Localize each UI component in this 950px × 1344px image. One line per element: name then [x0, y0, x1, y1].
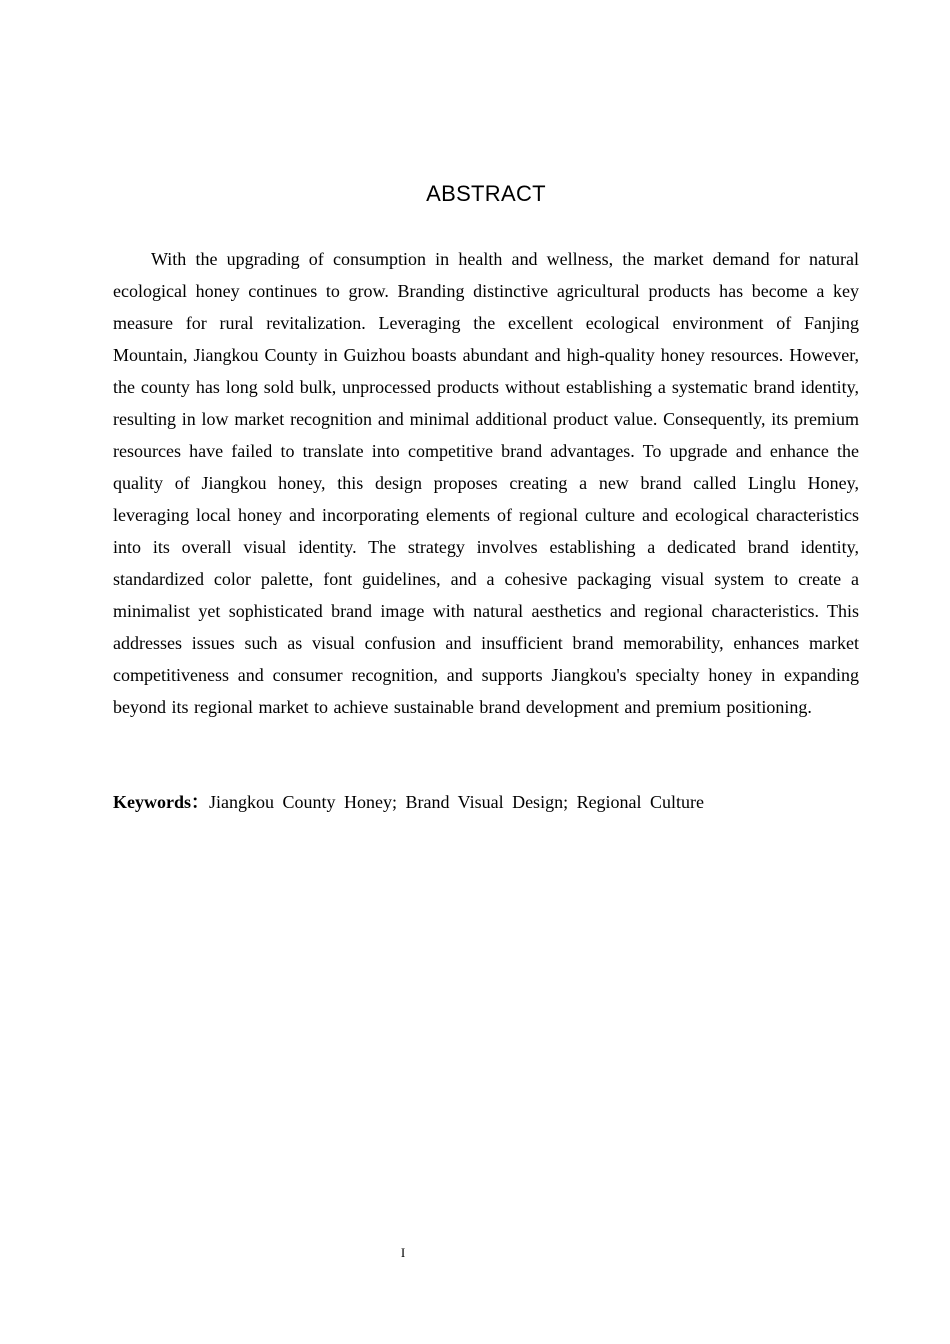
abstract-paragraph: With the upgrading of consumption in health and wellness, the market demand for natural ecological honey continues to grow. Branding distinctive agricultural products has become a key measure for rural revitalization. Leveraging the excellent ecological environment of Fanjing Mountain, Jiangkou County in Guizhou boasts abundant and high-quality honey resources. However, the county has long sold bulk, unprocessed products without establishing a systematic brand identity, resulting in low market recognition and minimal additional product value. Consequently, its premium resources have failed to translate into competitive brand advantages. To upgrade and enhance the quality of Jiangkou honey, this design proposes creating a new brand called Linglu Honey, leveraging local honey and incorporating elements of regional culture and ecological characteristics into its overall visual identity. The strategy involves establishing a dedicated brand identity, standardized color palette, font guidelines, and a cohesive packaging visual system to create a minimalist yet sophisticated brand image with natural aesthetics and regional characteristics. This addresses issues such as visual confusion and insufficient brand memorability, enhances market competitiveness and consumer recognition, and supports Jiangkou's specialty honey in expanding beyond its regional market to achieve sustainable brand development and premium positioning.: [113, 249, 859, 717]
keywords-list: Jiangkou County Honey; Brand Visual Design; Regional Culture: [209, 792, 705, 812]
keywords-line: [113, 786, 859, 818]
keywords-label: Keywords：: [113, 792, 209, 812]
page-number: I: [400, 1245, 406, 1260]
abstract-heading: ABSTRACT: [426, 181, 546, 206]
